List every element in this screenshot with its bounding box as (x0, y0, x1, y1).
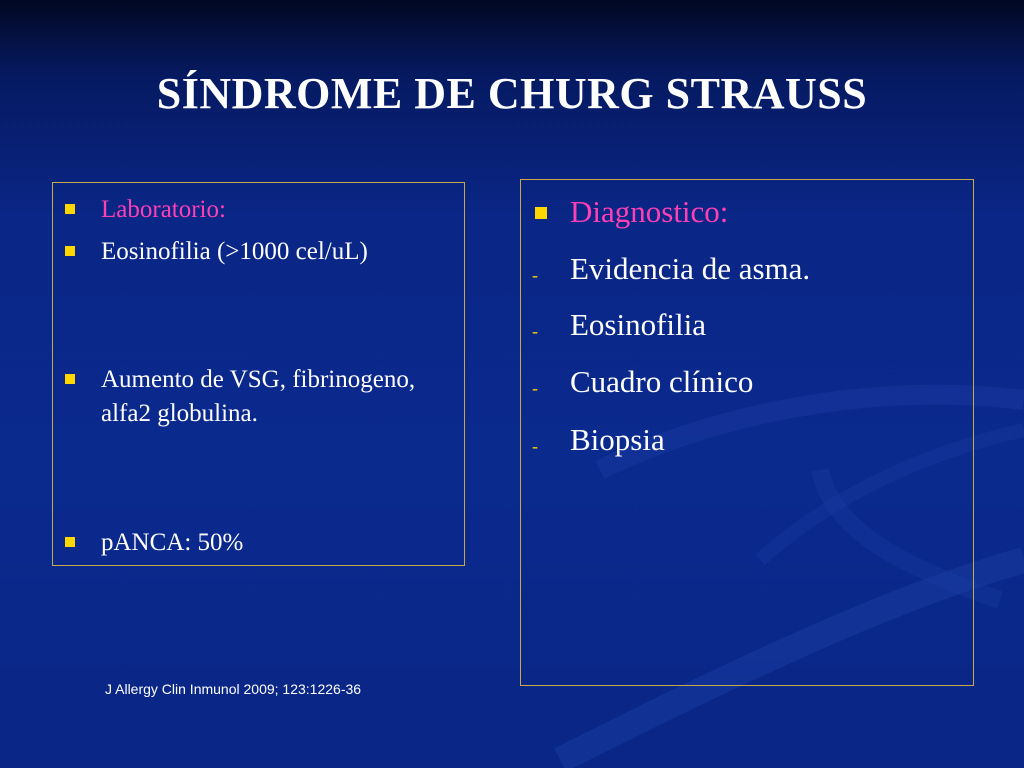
list-item (532, 420, 960, 460)
slide-title: SÍNDROME DE CHURG STRAUSS (156, 69, 868, 118)
list-item (101, 363, 441, 431)
square-bullet-icon (65, 246, 75, 256)
citation-reference: J Allergy Clin Inmunol 2009; 123:1226-36 (105, 681, 362, 697)
dash-bullet-icon: - (532, 436, 538, 456)
list-item (101, 235, 441, 269)
dash-bullet-icon: - (532, 321, 538, 341)
list-item (532, 249, 960, 289)
square-bullet-icon (535, 207, 547, 219)
dash-bullet-icon: - (532, 265, 538, 285)
list-item-text: Aumento de VSG, fibrinogeno, alfa2 globulina. (101, 366, 416, 427)
laboratory-box (52, 182, 465, 566)
list-item-text: Laboratorio: (101, 196, 226, 223)
list-item-heading (101, 193, 441, 227)
square-bullet-icon (65, 374, 75, 384)
list-item-text: Cuadro clínico (570, 364, 754, 399)
list-item-text: Eosinofilia (>1000 cel/uL) (101, 238, 368, 265)
list-item-text: Evidencia de asma. (570, 251, 811, 286)
list-item (101, 526, 441, 560)
list-item (532, 305, 960, 345)
square-bullet-icon (65, 537, 75, 547)
dash-bullet-icon: - (532, 378, 538, 398)
list-item-text: Diagnostico: (570, 194, 729, 229)
list-item-text: pANCA: 50% (101, 529, 244, 556)
diagnosis-box (520, 179, 974, 686)
list-item-text: Biopsia (570, 422, 665, 457)
list-item-heading (570, 192, 960, 232)
list-item (532, 362, 960, 402)
list-item-text: Eosinofilia (570, 307, 707, 342)
square-bullet-icon (65, 204, 75, 214)
